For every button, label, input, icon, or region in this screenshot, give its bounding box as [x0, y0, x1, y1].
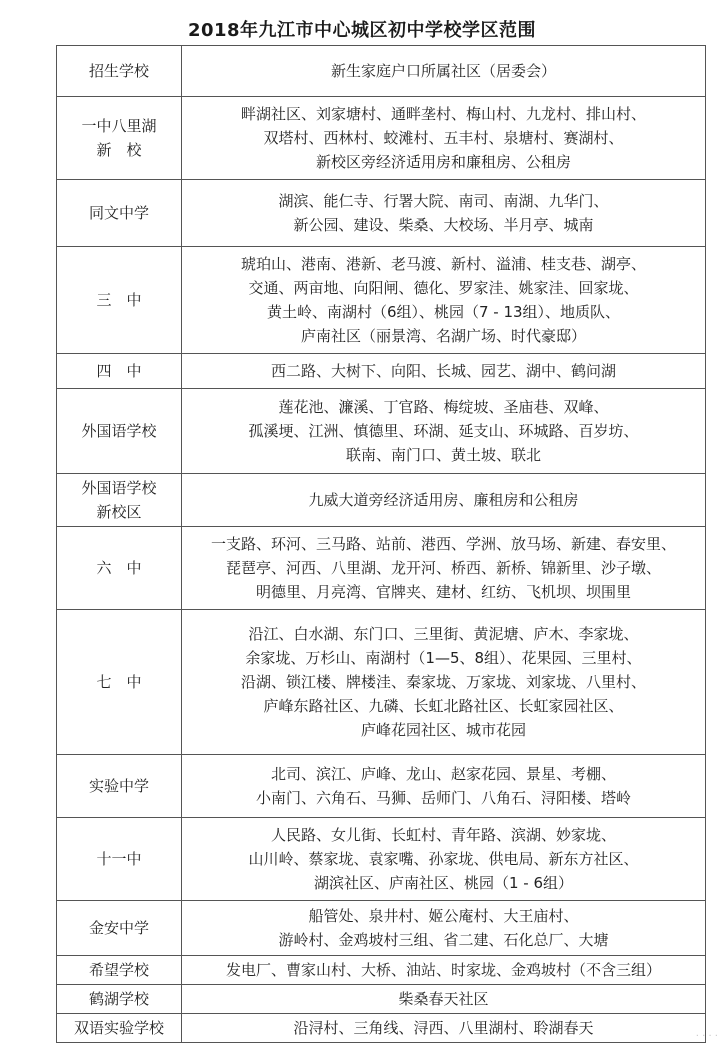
district-area-line: 沿湖、锁江楼、牌楼洼、秦家垅、万家垅、刘家垅、八里村、 [240, 673, 646, 691]
header-school-cell: 招生学校 [57, 46, 182, 97]
school-name-cell [57, 985, 182, 1014]
district-area-cell [182, 755, 706, 818]
district-area-line: 发电厂、曹家山村、大桥、油站、时家垅、金鸡坡村（不含三组） [225, 961, 661, 979]
school-name-line: 六 中 [96, 559, 142, 577]
district-area-cell [182, 97, 706, 180]
district-area-line: 双塔村、西林村、蛟滩村、五丰村、泉塘村、赛湖村、 [263, 129, 624, 147]
table-row [57, 527, 706, 610]
table-row [57, 610, 706, 755]
district-area-cell [182, 985, 706, 1014]
district-area-line: 庐南社区（丽景湾、名湖广场、时代豪邸） [300, 327, 586, 345]
district-area-line: 黄土岭、南湖村（6组）、桃园（7 - 13组）、地质队、 [266, 303, 621, 321]
table-row [57, 1014, 706, 1043]
school-name-line: 实验中学 [88, 777, 149, 795]
school-name-cell [57, 1014, 182, 1043]
district-area-line: 九威大道旁经济适用房、廉租房和公租房 [308, 491, 579, 509]
school-name-cell [57, 474, 182, 527]
table-header-row [57, 46, 706, 97]
school-name-line: 外国语学校 [81, 479, 157, 497]
school-name-line: 三 中 [96, 291, 142, 309]
school-name-cell [57, 527, 182, 610]
school-name-line: 金安中学 [88, 919, 149, 937]
school-name-line: 新校区 [96, 503, 142, 521]
district-area-line: 畔湖社区、刘家塘村、通畔垄村、梅山村、九龙村、排山村、 [240, 105, 646, 123]
district-area-cell [182, 901, 706, 956]
school-name-cell [57, 389, 182, 474]
school-name-cell [57, 247, 182, 354]
district-area-cell [182, 527, 706, 610]
header-area-cell: 新生家庭户口所属社区（居委会） [182, 46, 706, 97]
table-row [57, 956, 706, 985]
district-area-cell [182, 956, 706, 985]
district-area-line: 沿浔村、三角线、浔西、八里湖村、聆湖春天 [293, 1019, 594, 1037]
watermark: · · · · [695, 1031, 718, 1042]
table-row [57, 901, 706, 956]
district-area-line: 新公园、建设、柴桑、大校场、半月亭、城南 [293, 216, 594, 234]
school-district-table [56, 45, 706, 1043]
district-area-line: 琵琶亭、河西、八里湖、龙开河、桥西、新桥、锦新里、沙子墩、 [225, 559, 661, 577]
table-row [57, 474, 706, 527]
district-area-line: 西二路、大树下、向阳、长城、园艺、湖中、鹤问湖 [270, 362, 616, 380]
district-area-cell [182, 247, 706, 354]
district-area-line: 湖滨、能仁寺、行署大院、南司、南湖、九华门、 [278, 192, 609, 210]
district-area-cell [182, 474, 706, 527]
district-area-line: 庐峰花园社区、城市花园 [360, 721, 526, 739]
table-row [57, 985, 706, 1014]
district-area-line: 明德里、月亮湾、官牌夹、建材、红纺、飞机坝、坝围里 [255, 583, 631, 601]
district-area-cell [182, 354, 706, 389]
district-area-line: 一支路、环河、三马路、站前、港西、学洲、放马场、新建、春安里、 [210, 535, 676, 553]
school-name-line: 一中八里湖 [81, 117, 157, 135]
school-name-line: 新 校 [96, 141, 142, 159]
school-name-line: 鹤湖学校 [88, 990, 149, 1008]
school-name-cell [57, 755, 182, 818]
school-name-line: 七 中 [96, 673, 142, 691]
table-body [57, 46, 706, 1043]
page-title: 2018年九江市中心城区初中学校学区范围 [187, 20, 537, 41]
district-area-line: 余家垅、万杉山、南湖村（1—5、8组）、花果园、三里村、 [245, 649, 642, 667]
district-area-line: 小南门、六角石、马狮、岳师门、八角石、浔阳楼、塔岭 [255, 789, 631, 807]
district-area-line: 湖滨社区、庐南社区、桃园（1 - 6组） [313, 874, 574, 892]
district-area-line: 莲花池、濂溪、丁官路、梅绽坡、圣庙巷、双峰、 [278, 398, 609, 416]
school-name-cell [57, 97, 182, 180]
district-area-line: 山川岭、蔡家垅、袁家嘴、孙家垅、供电局、新东方社区、 [248, 850, 639, 868]
table-row [57, 180, 706, 247]
table-row [57, 354, 706, 389]
district-area-cell [182, 610, 706, 755]
table-row [57, 818, 706, 901]
district-area-cell [182, 1014, 706, 1043]
district-area-cell [182, 818, 706, 901]
table-row [57, 389, 706, 474]
school-name-cell [57, 818, 182, 901]
district-area-cell [182, 389, 706, 474]
school-name-line: 外国语学校 [81, 422, 157, 440]
school-name-cell [57, 610, 182, 755]
school-name-cell [57, 180, 182, 247]
district-area-line: 新校区旁经济适用房和廉租房、公租房 [315, 153, 571, 171]
district-area-line: 琥珀山、港南、港新、老马渡、新村、溢浦、桂支巷、湖亭、 [240, 255, 646, 273]
school-name-cell [57, 956, 182, 985]
district-area-cell [182, 180, 706, 247]
district-area-line: 船管处、泉井村、姬公庵村、大王庙村、 [308, 907, 579, 925]
school-name-line: 同文中学 [88, 204, 149, 222]
district-area-line: 人民路、女儿街、长虹村、青年路、滨湖、妙家垅、 [270, 826, 616, 844]
district-area-line: 柴桑春天社区 [398, 990, 489, 1008]
district-area-line: 交通、两亩地、向阳闸、德化、罗家洼、姚家洼、回家垅、 [248, 279, 639, 297]
school-name-cell [57, 901, 182, 956]
table-row [57, 97, 706, 180]
district-area-line: 庐峰东路社区、九磷、长虹北路社区、长虹家园社区、 [263, 697, 624, 715]
table-row [57, 755, 706, 818]
district-area-line: 游岭村、金鸡坡村三组、省二建、石化总厂、大塘 [278, 931, 609, 949]
school-name-line: 双语实验学校 [73, 1019, 164, 1037]
school-name-line: 希望学校 [88, 961, 149, 979]
school-name-line: 十一中 [96, 850, 142, 868]
district-area-line: 联南、南门口、黄土坡、联北 [345, 446, 541, 464]
table-row [57, 247, 706, 354]
district-area-line: 北司、滨江、庐峰、龙山、赵家花园、景星、考棚、 [270, 765, 616, 783]
district-area-line: 孤溪埂、江洲、慎德里、环湖、延支山、环城路、百岁坊、 [248, 422, 639, 440]
district-area-line: 沿江、白水湖、东门口、三里街、黄泥塘、庐木、李家垅、 [248, 625, 639, 643]
school-name-line: 四 中 [96, 362, 142, 380]
school-name-cell [57, 354, 182, 389]
